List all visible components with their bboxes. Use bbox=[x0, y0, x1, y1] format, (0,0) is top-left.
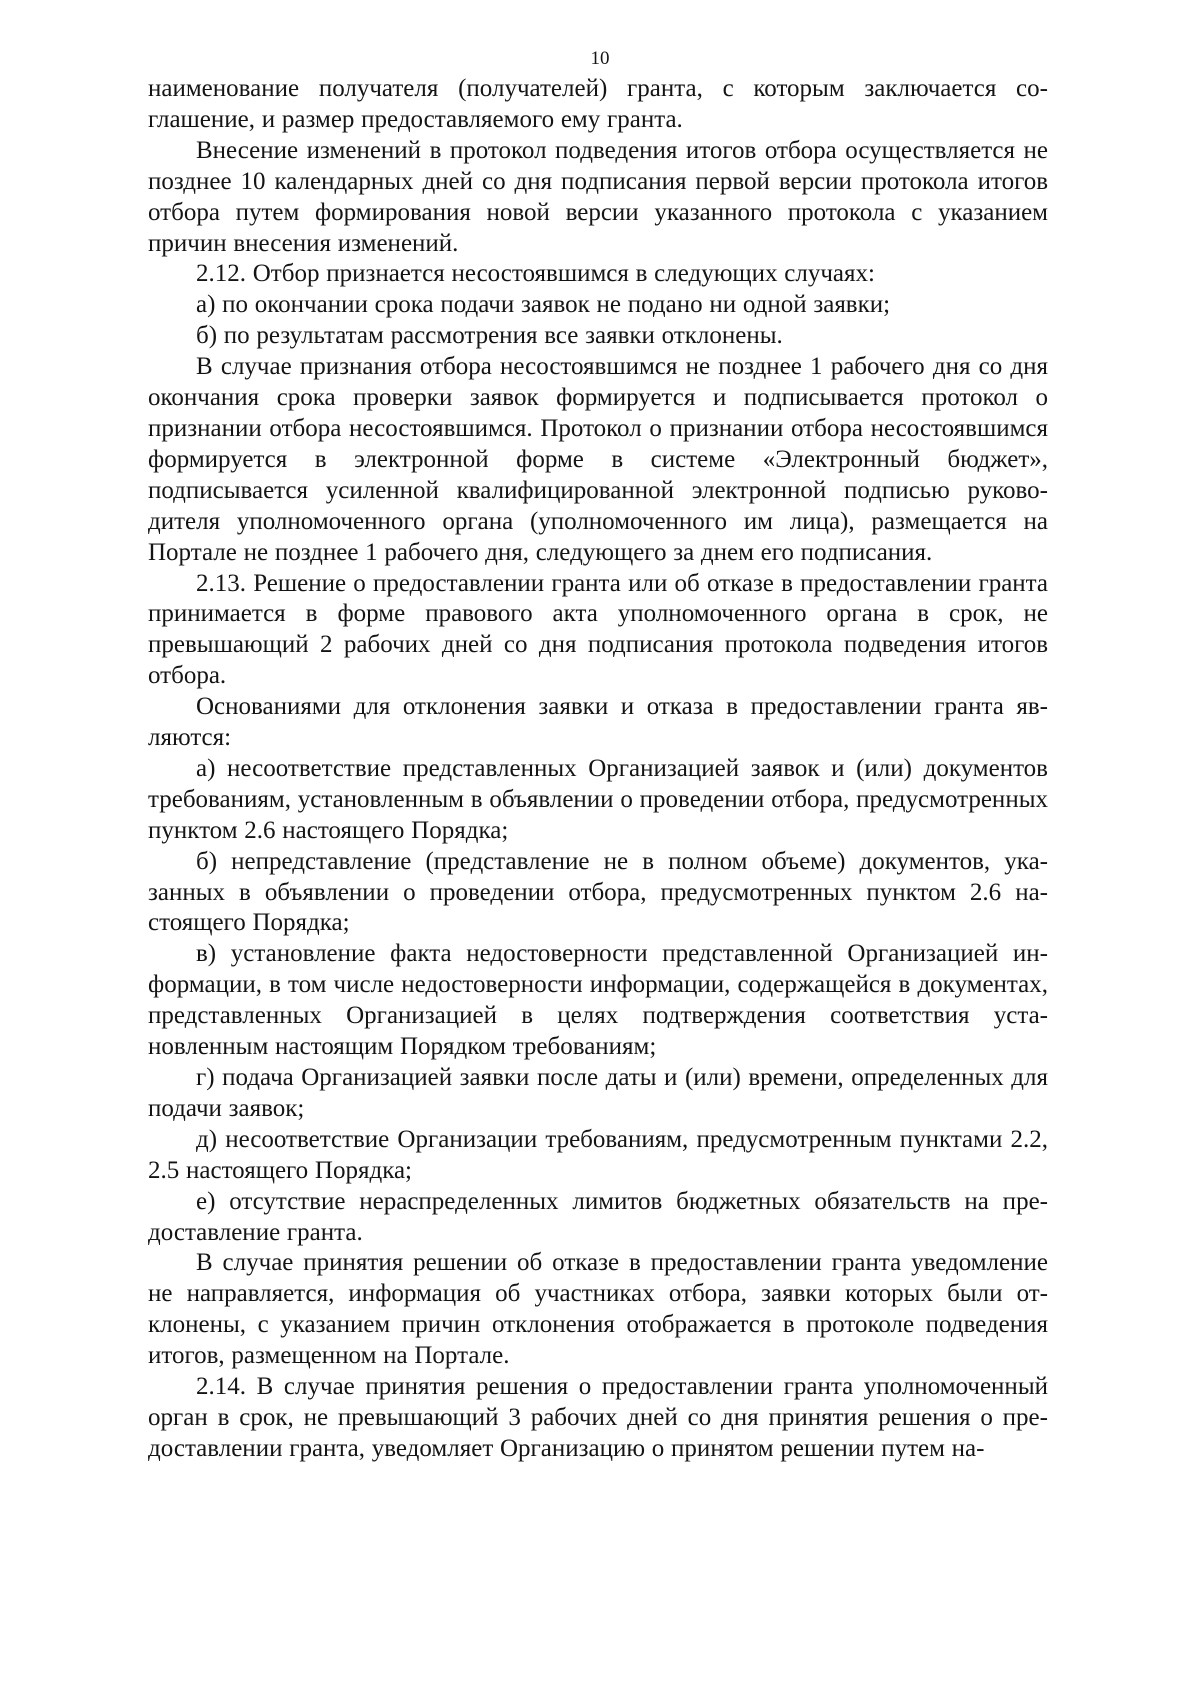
paragraph: е) отсутствие нераспределенных лимитов бюджетных обязательств на предоставление гранта. bbox=[148, 1187, 1048, 1246]
paragraph: В случае принятия решении об отказе в предоставлении гранта уведомление не направляется, информация об участниках отбора, заявки которых были отклонены, с указанием причин отклонения отображается в протоколе подведения итогов, размещенном на Портале. bbox=[148, 1249, 1048, 1370]
paragraph: г) подача Организацией заявки после даты и (или) времени, определенных для подачи заявок; bbox=[148, 1064, 1048, 1122]
paragraph: 2.13. Решение о предоставлении гранта или об отказе в предоставлении гранта принимается в форме правового акта уполномоченного органа в срок, не превышающий 2 рабочих дней со дня подписания протокола подведения итогов отбора. bbox=[148, 569, 1048, 690]
paragraph: в) установление факта недостоверности представленной Организацией информации, в том числе недостоверности информации, содержащейся в документах, представленных Организацией в целях подтверждения соответствия установленным настоящим Порядком требованиям; bbox=[148, 940, 1048, 1061]
paragraph: наименование получателя (получателей) гранта, с которым заключается соглашение, и размер предоставляемого ему гранта. bbox=[148, 75, 1048, 133]
paragraph: 2.12. Отбор признается несостоявшимся в следующих случаях: bbox=[196, 260, 875, 288]
paragraph: а) несоответствие представленных Организацией заявок и (или) документов требованиям, установленным в объявлении о проведении отбора, предусмотренных пунктом 2.6 настоящего Порядка; bbox=[148, 754, 1048, 844]
paragraph: а) по окончании срока подачи заявок не подано ни одной заявки; bbox=[196, 291, 891, 319]
paragraph: б) по результатам рассмотрения все заявки отклонены. bbox=[196, 322, 783, 350]
paragraph: д) несоответствие Организации требованиям, предусмотренным пунктами 2.2, 2.5 настоящего Порядка; bbox=[148, 1125, 1048, 1184]
paragraph: 2.14. В случае принятия решения о предоставлении гранта уполномоченный орган в срок, не превышающий 3 рабочих дней со дня принятия решения о предоставлении гранта, уведомляет Организацию о принятом решении путем на- bbox=[148, 1373, 1048, 1462]
paragraph: б) непредставление (представление не в полном объеме) документов, указанных в объявлении о проведении отбора, предусмотренных пунктом 2.6 настоящего Порядка; bbox=[148, 847, 1048, 937]
paragraph: Основаниями для отклонения заявки и отказа в предоставлении гранта являются: bbox=[148, 693, 1048, 752]
document-body bbox=[148, 74, 1048, 1465]
page-number: 10 bbox=[590, 48, 610, 69]
paragraph: В случае признания отбора несостоявшимся не позднее 1 рабочего дня со дня окончания срока проверки заявок формируется и подписывается протокол о признании отбора несостоявшимся. Протокол о признании отбора несостоявшимся формируется в электронной форме в системе «Электронный бюджет», подписывается усиленной квалифицированной электронной подписью руководителя уполномоченного органа (уполномоченного им лица), размещается на Портале не позднее 1 рабочего дня, следующего за днем его подписания. bbox=[148, 353, 1048, 566]
paragraph: Внесение изменений в протокол подведения итогов отбора осуществляется не позднее 10 календарных дней со дня подписания первой версии протокола итогов отбора путем формирования новой версии указанного протокола с указанием причин внесения изменений. bbox=[148, 136, 1048, 257]
